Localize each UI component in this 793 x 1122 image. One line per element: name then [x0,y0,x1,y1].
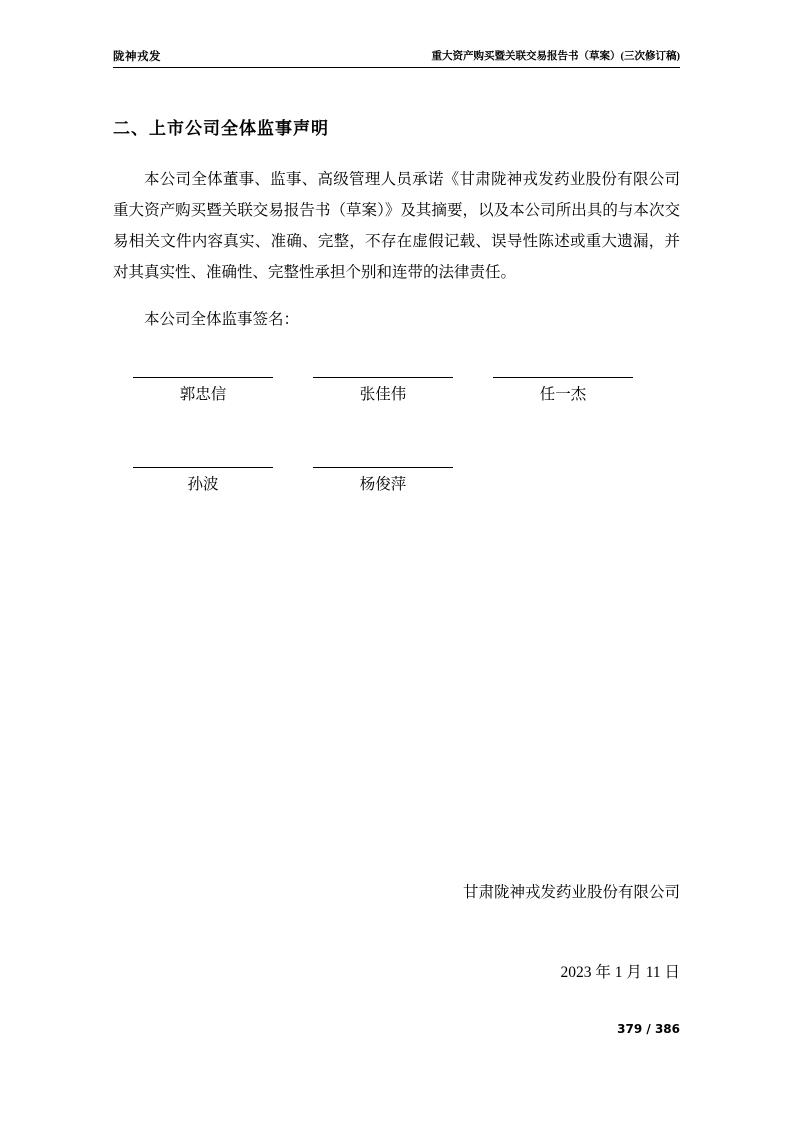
signature-name: 孙波 [187,476,219,493]
section-heading: 二、上市公司全体监事声明 [113,119,329,140]
header-company-short: 陇神戎发 [113,51,161,63]
page-number: 379 / 386 [617,1022,680,1036]
statement-paragraph: 本公司全体董事、监事、高级管理人员承诺《甘肃陇神戎发药业股份有限公司重大资产购买暨关联交易报告书（草案）》及其摘要，以及本公司所出具的与本次交易相关文件内容真实、准确、完整，不存在虚假记载、误导性陈述或重大遗漏，并对其真实性、准确性、完整性承担个别和连带的法律责任。 [113,170,680,281]
signature-name: 郭忠信 [179,386,227,403]
issuing-company-name: 甘肃陇神戎发药业股份有限公司 [462,884,680,901]
signature-cell [113,355,293,404]
signature-row [113,355,680,404]
signature-line [133,445,273,468]
header-document-title: 重大资产购买暨关联交易报告书（草案）(三次修订稿) [431,51,680,62]
signature-cell [473,355,653,404]
signature-line [313,445,453,468]
signature-cell-empty [473,445,653,494]
signature-cell [113,445,293,494]
signature-prompt-paragraph: 本公司全体监事签名： [144,310,300,328]
signature-line [313,355,453,378]
page-header [113,50,680,68]
signature-name: 杨俊萍 [359,476,407,493]
signature-name: 任一杰 [539,386,587,403]
signature-cell [293,355,473,404]
signature-line [493,355,633,378]
signature-cell [293,445,473,494]
document-date: 2023 年 1 月 11 日 [560,964,680,981]
signature-row [113,445,680,494]
signature-name: 张佳伟 [359,386,407,403]
signature-line [133,355,273,378]
